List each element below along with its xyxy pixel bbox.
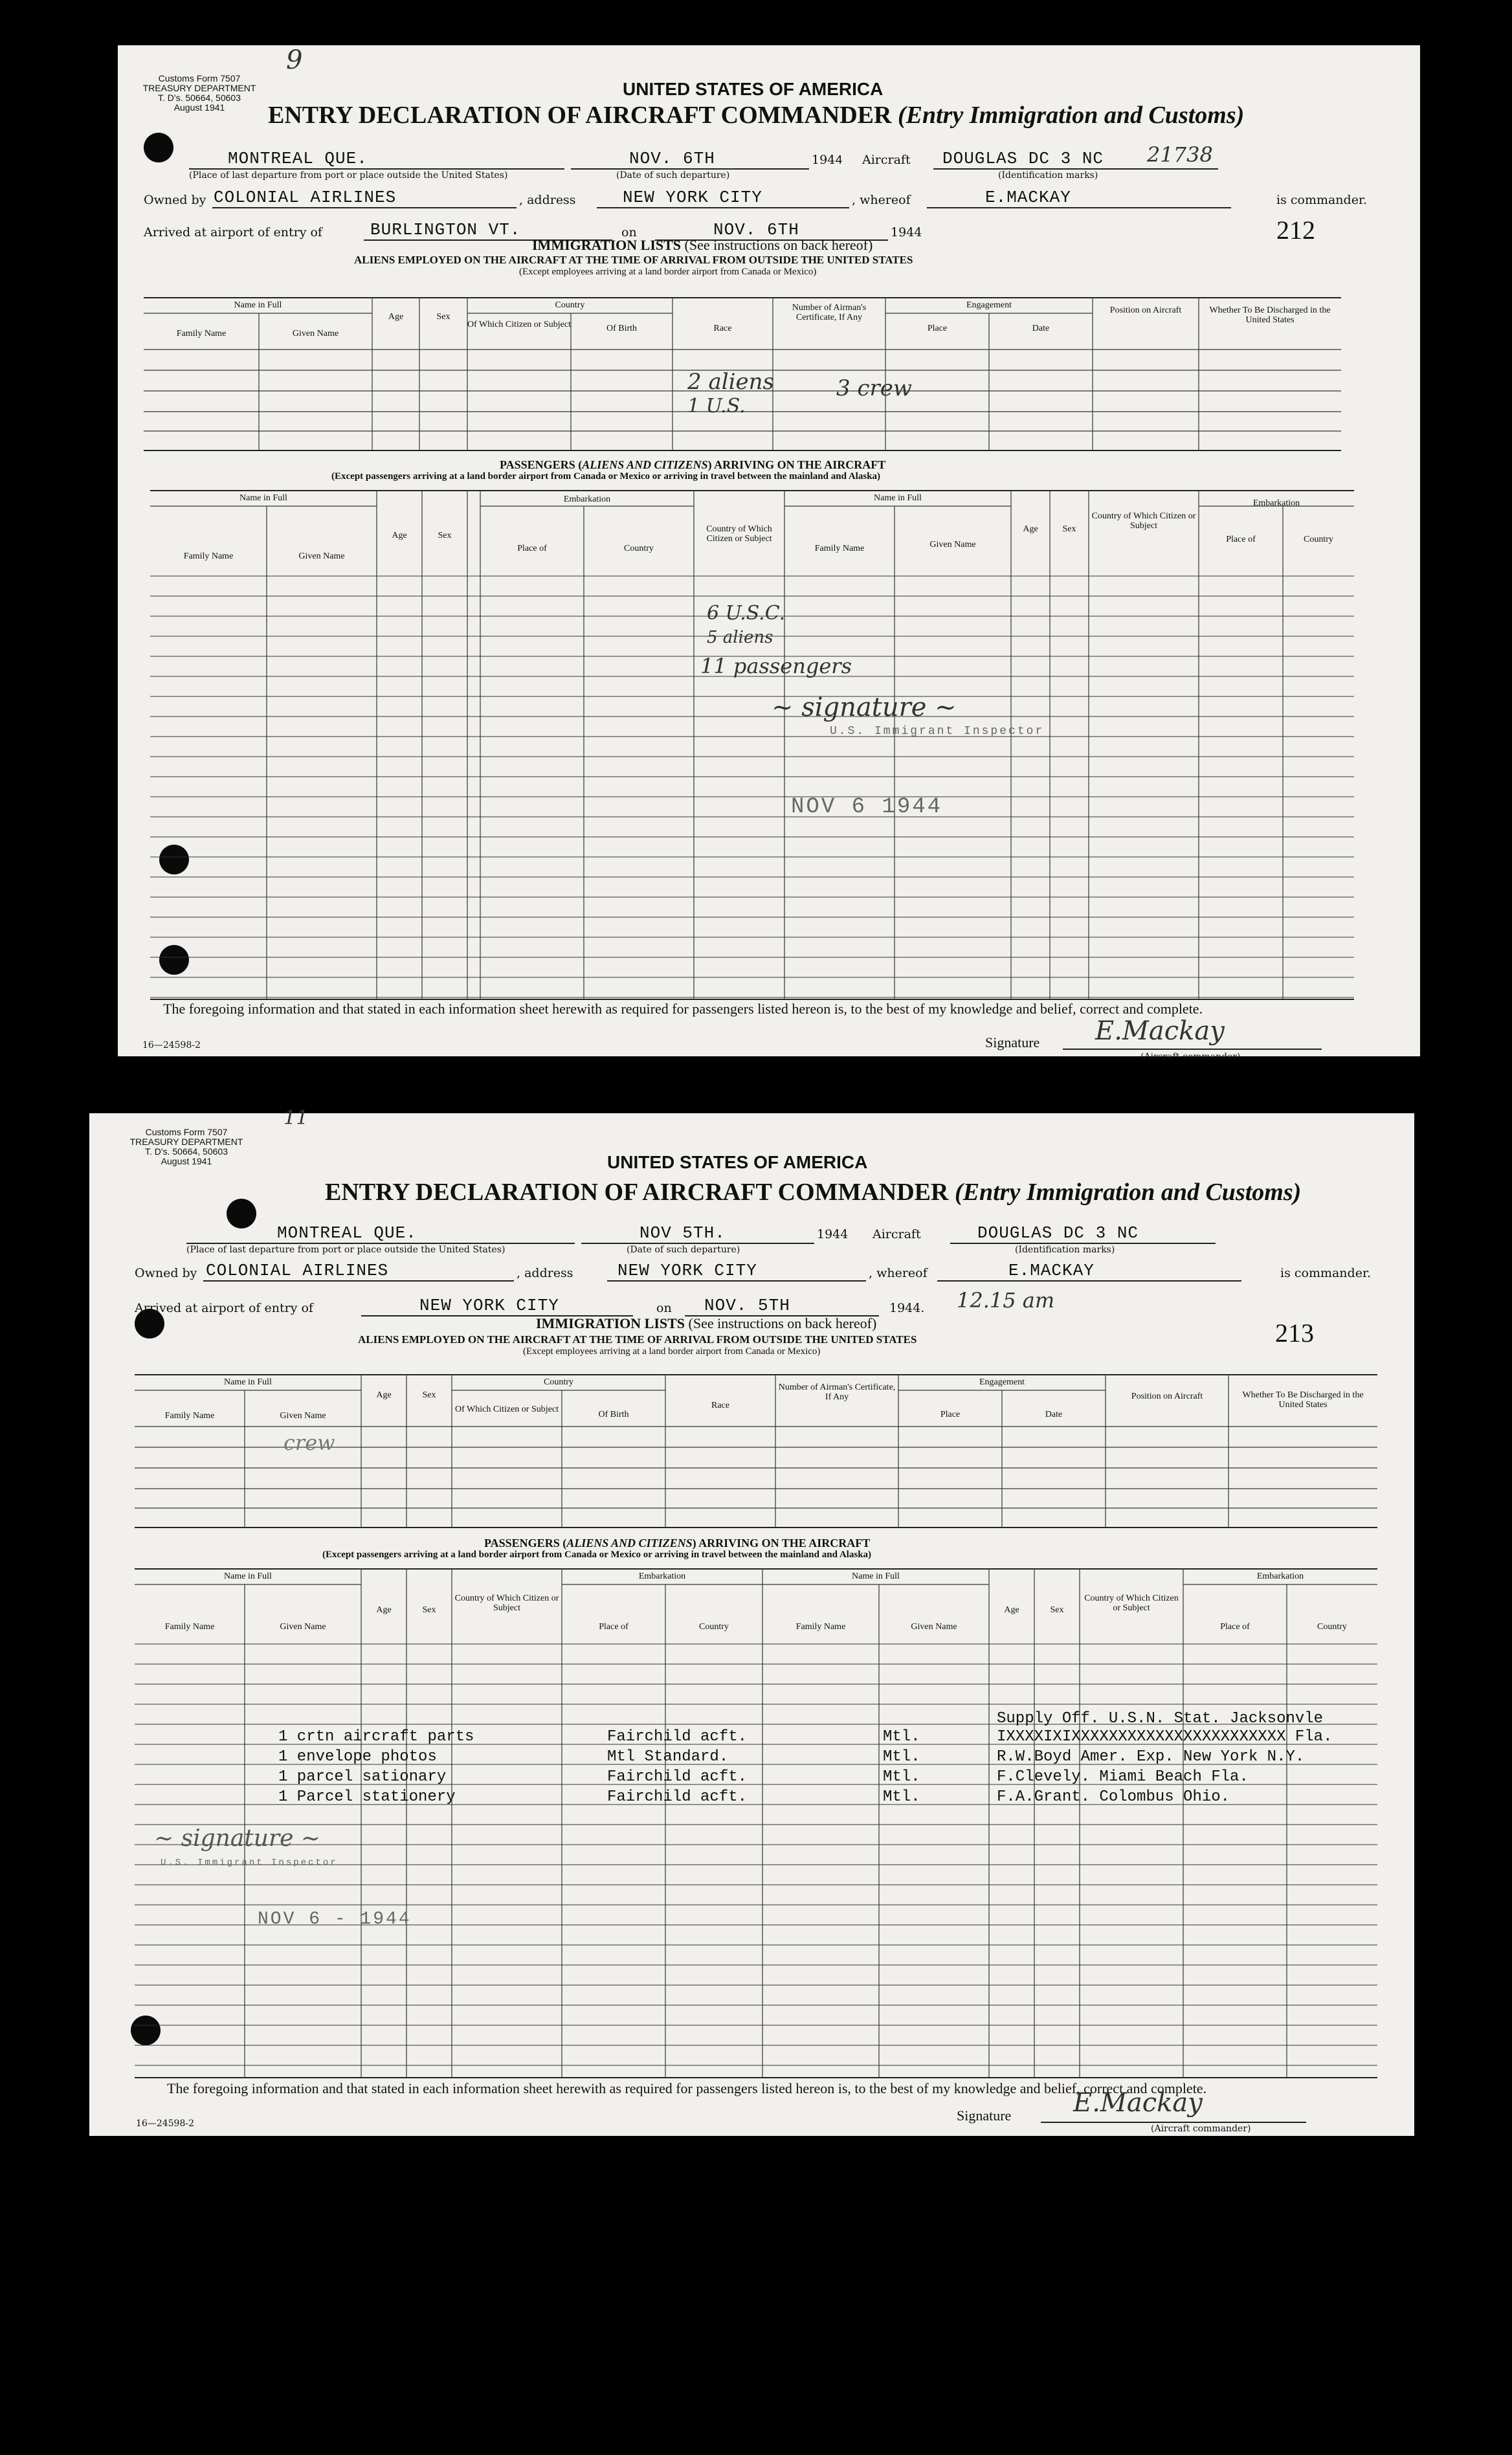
- pax-place2-header: Place of: [1226, 535, 1256, 544]
- is-commander-label: is commander.: [1280, 1266, 1371, 1280]
- pax-sex2-header: Sex: [1062, 524, 1076, 534]
- owner-name: COLONIAL AIRLINES: [206, 1261, 389, 1280]
- pax-citizen-header: Country of Which Citizen or Subject: [706, 524, 772, 544]
- pax-family-header: Family Name: [164, 1622, 215, 1632]
- commander-signature: E.Mackay: [1073, 2088, 1203, 2118]
- pax-citizen2-header: Country of Which Citizen or Subject: [1084, 1594, 1179, 1613]
- on-label: on: [656, 1301, 672, 1315]
- declaration-form-1: [118, 45, 1420, 1062]
- arrival-year: 1944.: [889, 1301, 925, 1315]
- inspector-title-stamp: U.S. Immigrant Inspector: [830, 725, 1045, 738]
- pax-age2-header: Age: [1023, 524, 1038, 534]
- crew-position-header: Position on Aircraft: [1109, 305, 1182, 315]
- pax-age-header: Age: [392, 531, 407, 540]
- pax-place-header: Place of: [517, 544, 547, 553]
- date-stamp: NOV 6 - 1944: [258, 1909, 412, 1929]
- pax-family-header: Family Name: [183, 551, 234, 561]
- inspector-signature: ~ signature ~: [772, 693, 957, 722]
- cargo-item: 1 envelope photos: [278, 1748, 437, 1766]
- crew-birth-header: Of Birth: [606, 324, 638, 333]
- passengers-title-b: ALIENS AND CITIZENS: [582, 458, 708, 471]
- aliens-subheading: (Except employees arriving at a land border airport from Canada or Mexico): [523, 1346, 821, 1357]
- departure-date: NOV 5TH.: [639, 1223, 726, 1243]
- cargo-origin: Fairchild acft.: [607, 1728, 748, 1746]
- crew-place-header: Place: [927, 324, 948, 333]
- passengers-subheading: (Except passengers arriving at a land border airport from Canada or Mexico or arriving in travel between the mainland and Alaska): [331, 471, 881, 482]
- crew-engagement-header: Engagement: [966, 300, 1012, 310]
- date-stamp: NOV 6 1944: [791, 795, 943, 819]
- cargo-item: 1 crtn aircraft parts: [278, 1728, 474, 1746]
- aircraft-caption: (Identification marks): [998, 170, 1098, 181]
- form-date: August 1941: [173, 102, 225, 113]
- cargo-consignee: F.A.Grant. Colombus Ohio.: [997, 1788, 1230, 1806]
- passengers-title-c: ) ARRIVING ON THE AIRCRAFT: [707, 458, 886, 471]
- pax-age-header: Age: [376, 1605, 392, 1615]
- crew-age-header: Age: [388, 312, 404, 322]
- certification-text: The foregoing information and that stated in each information sheet herewith as required for passengers listed hereon is, to the best of my knowledge and belief, correct and complete.: [167, 2080, 1207, 2096]
- pax-country2-header: Country: [1304, 535, 1333, 544]
- crew-race-header: Race: [713, 324, 732, 333]
- pax-embark2-header: Embarkation: [1252, 498, 1300, 508]
- departure-date-caption: (Date of such departure): [616, 170, 730, 181]
- cargo-city: Mtl.: [883, 1788, 920, 1806]
- crew-date-header: Date: [1045, 1410, 1063, 1419]
- corner-handwritten-mark: 11: [284, 1107, 309, 1129]
- cargo-consignee: R.W.Boyd Amer. Exp. New York N.Y.: [997, 1748, 1305, 1766]
- pax-given-header: Given Name: [298, 551, 345, 561]
- pax-place2-header: Place of: [1220, 1622, 1250, 1632]
- crew-family-header: Family Name: [164, 1411, 215, 1421]
- pax-given-header: Given Name: [280, 1622, 326, 1632]
- declaration-form-2: [89, 1107, 1414, 2136]
- address-label: , address: [519, 193, 576, 207]
- arrival-year: 1944: [891, 225, 922, 239]
- commander-name: E.MACKAY: [985, 188, 1071, 207]
- aircraft-identification: DOUGLAS DC 3 NC: [977, 1223, 1139, 1243]
- pax-embark-header: Embarkation: [563, 494, 611, 504]
- pax-embark-header: Embarkation: [638, 1572, 686, 1581]
- crew-name-header: Name in Full: [234, 300, 282, 310]
- passengers-title-b: ALIENS AND CITIZENS: [566, 1537, 693, 1550]
- country-heading: UNITED STATES OF AMERICA: [623, 79, 884, 99]
- pax-age2-header: Age: [1004, 1605, 1019, 1615]
- crew-citizen-header: Of Which Citizen or Subject: [467, 320, 571, 329]
- aircraft-label: Aircraft: [862, 153, 911, 167]
- departure-place-caption: (Place of last departure from port or place outside the United States): [186, 1245, 506, 1255]
- owned-by-label: Owned by: [135, 1266, 197, 1280]
- immigration-lists-title: IMMIGRATION LISTS: [536, 1315, 685, 1331]
- immigration-lists-note: (See instructions on back hereof): [684, 237, 873, 253]
- td-reference: T. D's. 50664, 50603: [145, 1146, 228, 1157]
- handwritten-pax-aliens: 5 aliens: [707, 628, 773, 647]
- aircraft-label: Aircraft: [873, 1227, 921, 1241]
- arrival-date: NOV. 6TH: [713, 220, 799, 239]
- commander-name: E.MACKAY: [1008, 1261, 1095, 1280]
- crew-family-header: Family Name: [176, 329, 227, 339]
- form-date: August 1941: [161, 1156, 212, 1166]
- address-label: , address: [517, 1266, 573, 1280]
- country-heading: UNITED STATES OF AMERICA: [607, 1152, 868, 1172]
- td-reference: T. D's. 50664, 50603: [158, 93, 241, 103]
- pax-family2-header: Family Name: [814, 544, 865, 553]
- passengers-title-a: PASSENGERS (: [500, 458, 583, 471]
- form-number: 213: [1275, 1318, 1314, 1348]
- crew-discharge-header: Whether To Be Discharged in the United States: [1242, 1390, 1364, 1410]
- pax-citizen-header: Country of Which Citizen or Subject: [454, 1594, 559, 1613]
- departure-year: 1944: [817, 1227, 849, 1241]
- immigration-lists-title: IMMIGRATION LISTS: [532, 237, 682, 253]
- department-name: TREASURY DEPARTMENT: [142, 83, 256, 93]
- aliens-subheading: (Except employees arriving at a land border airport from Canada or Mexico): [519, 267, 817, 277]
- pax-place-header: Place of: [599, 1622, 628, 1632]
- inspector-title-stamp: U.S. Immigrant Inspector: [161, 1858, 338, 1868]
- form-title-main: ENTRY DECLARATION OF AIRCRAFT COMMANDER: [325, 1179, 949, 1206]
- immigration-lists-note: (See instructions on back hereof): [688, 1315, 877, 1331]
- certification-text: The foregoing information and that stated in each information sheet herewith as required for passengers listed hereon is, to the best of my knowledge and belief, correct and complete.: [163, 1001, 1203, 1017]
- crew-airman-header: Number of Airman's Certificate, If Any: [778, 1383, 896, 1402]
- handwritten-crew-us: 1 U.S.: [687, 395, 746, 417]
- pax-citizen2-header: Country of Which Citizen or Subject: [1091, 511, 1196, 531]
- pax-given2-header: Given Name: [911, 1622, 957, 1632]
- signature-label: Signature: [957, 2107, 1012, 2124]
- form-number: 212: [1276, 216, 1315, 245]
- cargo-city: Mtl.: [883, 1728, 920, 1746]
- crew-age-header: Age: [376, 1390, 392, 1400]
- passengers-subheading: (Except passengers arriving at a land border airport from Canada or Mexico or arriving in travel between the mainland and Alaska): [322, 1550, 872, 1560]
- pax-embark2-header: Embarkation: [1256, 1572, 1304, 1581]
- year-digit: 4: [835, 153, 843, 168]
- pax-name-header: Name in Full: [224, 1572, 272, 1581]
- is-commander-label: is commander.: [1276, 193, 1367, 207]
- crew-name-header: Name in Full: [224, 1377, 272, 1387]
- aircraft-number-handwritten: 21738: [1147, 142, 1213, 167]
- departure-date-caption: (Date of such departure): [627, 1245, 740, 1255]
- pax-sex-header: Sex: [422, 1605, 436, 1615]
- handwritten-crew-total: 3 crew: [836, 375, 912, 401]
- crew-discharge-header: Whether To Be Discharged in the United States: [1209, 305, 1331, 325]
- crew-sex-header: Sex: [436, 312, 450, 322]
- crew-citizen-header: Of Which Citizen or Subject: [455, 1405, 559, 1414]
- signature-label: Signature: [985, 1034, 1040, 1050]
- handwritten-pax-usc: 6 U.S.C.: [707, 602, 786, 625]
- cargo-item: 1 parcel sationary: [278, 1768, 447, 1786]
- form-title-italic: (Entry Immigration and Customs): [897, 102, 1245, 129]
- corner-handwritten-mark: 9: [286, 45, 303, 75]
- pax-family2-header: Family Name: [795, 1622, 846, 1632]
- crew-date-header: Date: [1032, 324, 1050, 333]
- pax-given2-header: Given Name: [929, 540, 976, 550]
- cargo-city: Mtl.: [883, 1748, 920, 1766]
- pax-name-header: Name in Full: [239, 493, 287, 503]
- aliens-heading: ALIENS EMPLOYED ON THE AIRCRAFT AT THE TIME OF ARRIVAL FROM OUTSIDE THE UNITED STATES: [354, 254, 913, 266]
- print-code: 16—24598-2: [136, 2118, 194, 2129]
- handwritten-arrival-time: 12.15 am: [957, 1288, 1055, 1313]
- pax-name2-header: Name in Full: [874, 493, 922, 503]
- cargo-note: Supply Off. U.S.N. Stat. Jacksonvle: [997, 1710, 1324, 1727]
- commander-signature: E.Mackay: [1095, 1016, 1225, 1046]
- arrived-label: Arrived at airport of entry of: [144, 225, 322, 239]
- owned-by-label: Owned by: [144, 193, 206, 207]
- form-title-main: ENTRY DECLARATION OF AIRCRAFT COMMANDER: [268, 102, 892, 129]
- arrival-airport: NEW YORK CITY: [419, 1296, 559, 1315]
- crew-given-header: Given Name: [280, 1411, 326, 1421]
- whereof-label: , whereof: [869, 1266, 928, 1280]
- passenger-table-grid: [118, 45, 1420, 1056]
- crew-country-header: Country: [555, 300, 585, 310]
- aircraft-caption: (Identification marks): [1015, 1245, 1115, 1255]
- commander-caption: (Aircraft commander): [1151, 2124, 1251, 2134]
- crew-sex-header: Sex: [422, 1390, 436, 1400]
- owner-name: COLONIAL AIRLINES: [214, 188, 397, 207]
- cargo-consignee: IXXXXIXIXXXXXXXXXXXXXXXXXXXXXXX Fla.: [997, 1728, 1333, 1746]
- crew-given-header: Given Name: [292, 329, 339, 339]
- aircraft-identification: DOUGLAS DC 3 NC: [942, 149, 1104, 168]
- crew-airman-header: Number of Airman's Certificate, If Any: [792, 303, 867, 322]
- crew-engagement-header: Engagement: [979, 1377, 1025, 1387]
- pax-country-header: Country: [699, 1622, 729, 1632]
- commander-caption: (Aircraft commander): [1140, 1052, 1241, 1062]
- cargo-origin: Fairchild acft.: [607, 1788, 748, 1806]
- passengers-title-c: ) ARRIVING ON THE AIRCRAFT: [692, 1537, 871, 1550]
- cargo-city: Mtl.: [883, 1768, 920, 1786]
- arrival-airport: BURLINGTON VT.: [370, 220, 521, 239]
- passengers-title-a: PASSENGERS (: [484, 1537, 567, 1550]
- pax-name2-header: Name in Full: [852, 1572, 900, 1581]
- crew-place-header: Place: [940, 1410, 961, 1419]
- customs-form-number: Customs Form 7507: [158, 73, 241, 83]
- form-title-italic: (Entry Immigration and Customs): [954, 1179, 1302, 1206]
- pax-country2-header: Country: [1317, 1622, 1347, 1632]
- owner-address: NEW YORK CITY: [623, 188, 762, 207]
- year-prefix: 194: [812, 153, 836, 167]
- pax-sex2-header: Sex: [1050, 1605, 1064, 1615]
- departure-place: MONTREAL QUE.: [228, 149, 368, 168]
- crew-position-header: Position on Aircraft: [1131, 1392, 1203, 1401]
- pax-country-header: Country: [624, 544, 654, 553]
- crew-birth-header: Of Birth: [598, 1410, 629, 1419]
- cargo-consignee: F.Clevely. Miami Beach Fla.: [997, 1768, 1249, 1786]
- inspector-signature: ~ signature ~: [154, 1825, 321, 1852]
- arrival-date: NOV. 5TH: [704, 1296, 790, 1315]
- pax-sex-header: Sex: [438, 531, 452, 540]
- departure-date: NOV. 6TH: [629, 149, 715, 168]
- department-name: TREASURY DEPARTMENT: [129, 1137, 243, 1147]
- on-label: on: [621, 225, 637, 239]
- customs-form-number: Customs Form 7507: [145, 1127, 228, 1137]
- arrived-label: Arrived at airport of entry of: [135, 1301, 313, 1315]
- owner-address: NEW YORK CITY: [617, 1261, 757, 1280]
- cargo-origin: Fairchild acft.: [607, 1768, 748, 1786]
- departure-place-caption: (Place of last departure from port or place outside the United States): [189, 170, 508, 181]
- departure-place: MONTREAL QUE.: [277, 1223, 417, 1243]
- cargo-item: 1 Parcel stationery: [278, 1788, 456, 1806]
- crew-country-header: Country: [544, 1377, 573, 1387]
- handwritten-crew-aliens: 2 aliens: [687, 369, 774, 395]
- cargo-origin: Mtl Standard.: [607, 1748, 729, 1766]
- print-code: 16—24598-2: [142, 1040, 201, 1050]
- whereof-label: , whereof: [852, 193, 911, 207]
- handwritten-pax-total: 11 passengers: [700, 654, 852, 678]
- crew-race-header: Race: [711, 1401, 729, 1410]
- aliens-heading: ALIENS EMPLOYED ON THE AIRCRAFT AT THE TIME OF ARRIVAL FROM OUTSIDE THE UNITED STATES: [358, 1333, 917, 1346]
- handwritten-crew-note: crew: [284, 1430, 335, 1455]
